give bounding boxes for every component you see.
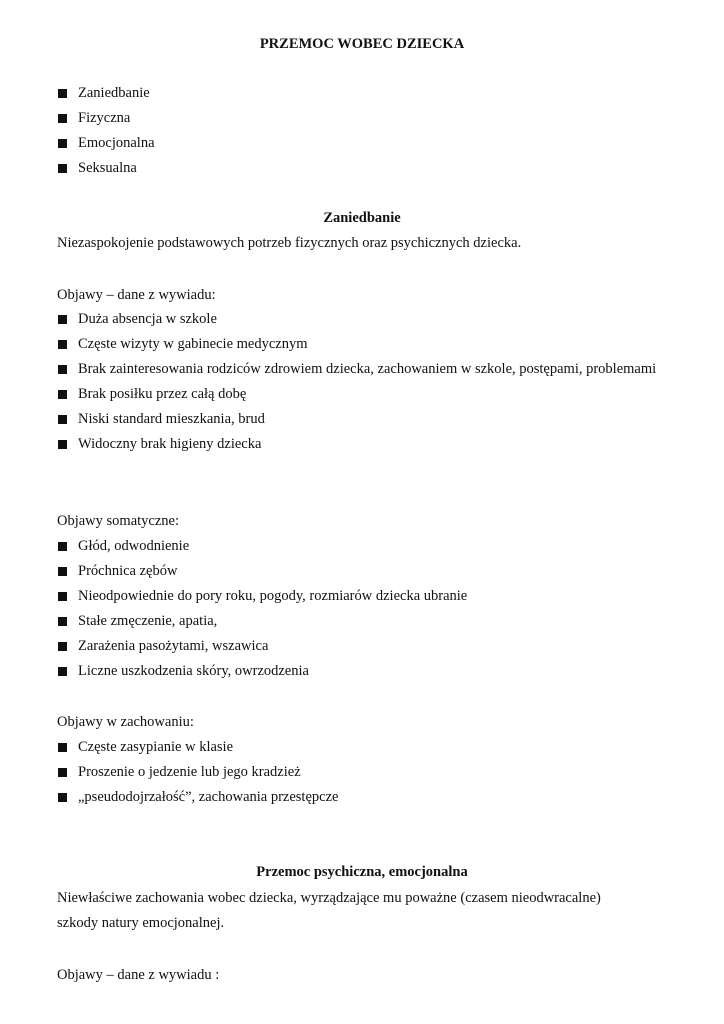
neglect-somatic-list (57, 534, 657, 684)
neglect-behavior-label: Objawy w zachowaniu: (57, 714, 194, 730)
bullet-square-icon (58, 768, 67, 777)
list-item: Częste zasypianie w klasie (57, 735, 657, 760)
bullet-square-icon (58, 793, 67, 802)
emotional-definition-line1: Niewłaściwe zachowania wobec dziecka, wyrządzające mu poważne (czasem nieodwracalne) (57, 890, 601, 906)
list-item: Zarażenia pasożytami, wszawica (57, 634, 657, 659)
emotional-definition-line2: szkody natury emocjonalnej. (57, 915, 225, 931)
list-item: Nieodpowiednie do pory roku, pogody, rozmiarów dziecka ubranie (57, 584, 657, 609)
bullet-square-icon (58, 642, 67, 651)
violence-types-list (57, 81, 657, 181)
neglect-heading: Zaniedbanie (323, 210, 401, 226)
list-item: Seksualna (57, 156, 657, 181)
list-item: Widoczny brak higieny dziecka (57, 432, 657, 457)
bullet-square-icon (58, 743, 67, 752)
bullet-square-icon (58, 315, 67, 324)
bullet-square-icon (58, 365, 67, 374)
list-item: Głód, odwodnienie (57, 534, 657, 559)
neglect-somatic-label: Objawy somatyczne: (57, 513, 180, 529)
bullet-square-icon (58, 340, 67, 349)
document-title: PRZEMOC WOBEC DZIECKA (259, 36, 465, 52)
bullet-square-icon (58, 415, 67, 424)
list-item: Brak posiłku przez całą dobę (57, 382, 657, 407)
bullet-square-icon (58, 89, 67, 98)
emotional-interview-label: Objawy – dane z wywiadu : (57, 967, 220, 983)
bullet-square-icon (58, 114, 67, 123)
list-item: Emocjonalna (57, 131, 657, 156)
bullet-square-icon (58, 667, 67, 676)
list-item: Duża absencja w szkole (57, 307, 657, 332)
bullet-square-icon (58, 440, 67, 449)
list-item: Stałe zmęczenie, apatia, (57, 609, 657, 634)
emotional-heading: Przemoc psychiczna, emocjonalna (256, 864, 468, 880)
bullet-square-icon (58, 542, 67, 551)
bullet-square-icon (58, 567, 67, 576)
list-item: Fizyczna (57, 106, 657, 131)
bullet-square-icon (58, 390, 67, 399)
bullet-square-icon (58, 164, 67, 173)
list-item: Liczne uszkodzenia skóry, owrzodzenia (57, 659, 657, 684)
list-item: Zaniedbanie (57, 81, 657, 106)
list-item: Częste wizyty w gabinecie medycznym (57, 332, 657, 357)
bullet-square-icon (58, 592, 67, 601)
neglect-definition: Niezaspokojenie podstawowych potrzeb fizycznych oraz psychicznych dziecka. (57, 235, 522, 251)
bullet-square-icon (58, 139, 67, 148)
list-item: Brak zainteresowania rodziców zdrowiem dziecka, zachowaniem w szkole, postępami, problemami (57, 357, 657, 382)
list-item: Niski standard mieszkania, brud (57, 407, 657, 432)
list-item: „pseudodojrzałość”, zachowania przestępcze (57, 785, 657, 810)
neglect-interview-list (57, 307, 657, 457)
bullet-square-icon (58, 617, 67, 626)
neglect-behavior-list (57, 735, 657, 810)
list-item: Próchnica zębów (57, 559, 657, 584)
neglect-interview-label: Objawy – dane z wywiadu: (57, 287, 216, 303)
list-item: Proszenie o jedzenie lub jego kradzież (57, 760, 657, 785)
